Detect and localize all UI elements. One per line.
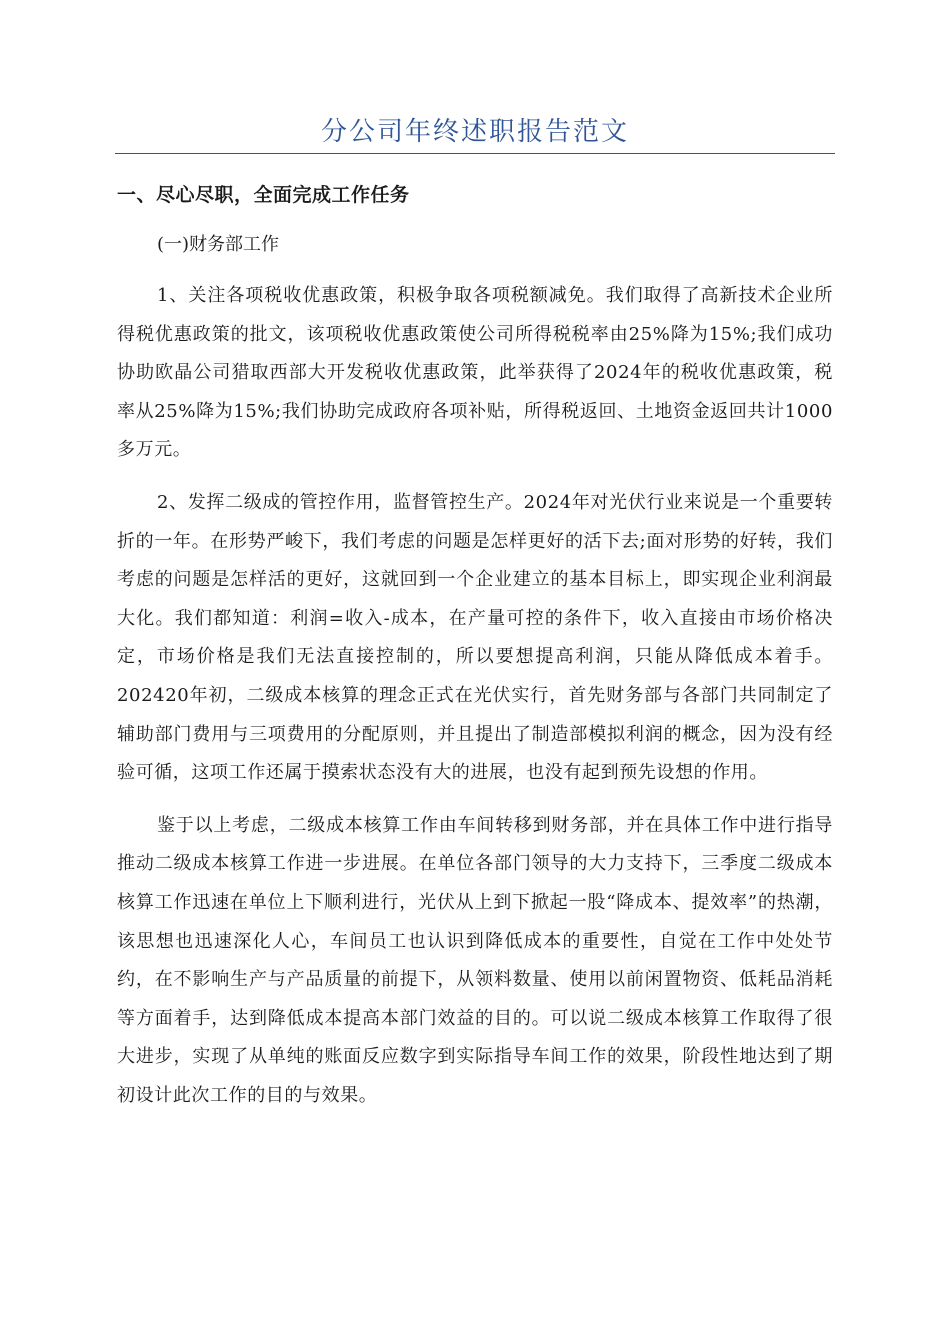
title-underline (115, 153, 835, 154)
paragraph-1: 1、关注各项税收优惠政策，积极争取各项税额减免。我们取得了高新技术企业所得税优惠政策的批文，该项税收优惠政策使公司所得税税率由25%降为15%;我们成功协助欧晶公司猎取西部大开发税收优惠政策，此举获得了2024年的税收优惠政策，税率从25%降为15%;我们协助完成政府各项补贴，所得税返回、土地资金返回共计1000多万元。 (117, 285, 833, 461)
subsection-heading: (一)财务部工作 (157, 234, 280, 255)
paragraph-2: 2、发挥二级成的管控作用，监督管控生产。2024年对光伏行业来说是一个重要转折的一年。在形势严峻下，我们考虑的问题是怎样更好的活下去;面对形势的好转，我们考虑的问题是怎样活的更好，这就回到一个企业建立的基本目标上，即实现企业利润最大化。我们都知道：利润=收入-成本，在产量可控的条件下，收入直接由市场价格决定，市场价格是我们无法直接控制的，所以要想提高利润，只能从降低成本着手。202420年初，二级成本核算的理念正式在光伏实行，首先财务部与各部门共同制定了辅助部门费用与三项费用的分配原则，并且提出了制造部模拟利润的概念，因为没有经验可循，这项工作还属于摸索状态没有大的进展，也没有起到预先设想的作用。 (117, 491, 833, 784)
document-body (117, 177, 833, 1129)
paragraph-3: 鉴于以上考虑，二级成本核算工作由车间转移到财务部，并在具体工作中进行指导推动二级成本核算工作进一步进展。在单位各部门领导的大力支持下，三季度二级成本核算工作迅速在单位上下顺利进行，光伏从上到下掀起一股“降成本、提效率”的热潮，该思想也迅速深化人心，车间员工也认识到降低成本的重要性，自觉在工作中处处节约，在不影响生产与产品质量的前提下，从领料数量、使用以前闲置物资、低耗品消耗等方面着手，达到降低成本提高本部门效益的目的。可以说二级成本核算工作取得了很大进步，实现了从单纯的账面反应数字到实际指导车间工作的效果，阶段性地达到了期初设计此次工作的目的与效果。 (117, 814, 833, 1106)
document-title: 分公司年终述职报告范文 (320, 117, 629, 147)
section-heading: 一、尽心尽职，全面完成工作任务 (117, 184, 410, 206)
